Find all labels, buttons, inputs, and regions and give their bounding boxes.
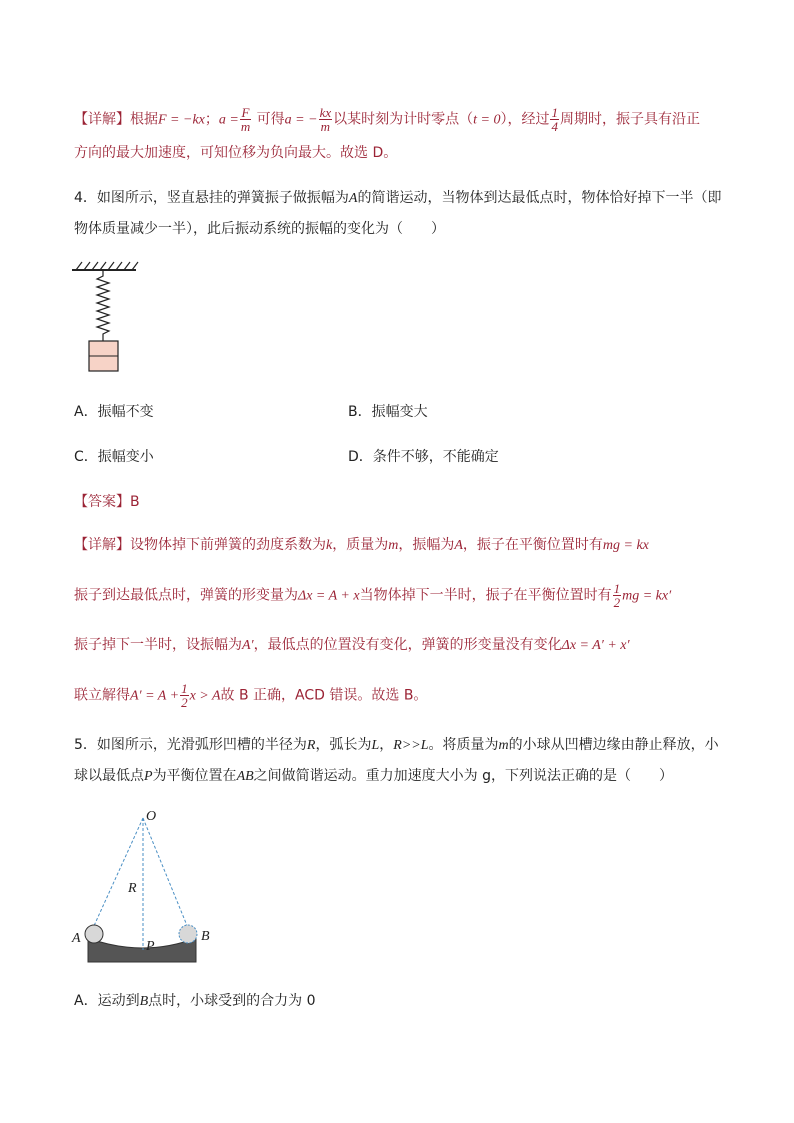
text: 球以最低点	[74, 768, 144, 784]
detail-bracket: 【详解】	[74, 537, 130, 553]
text: 联立解得	[74, 687, 130, 704]
arc-groove-figure	[66, 800, 226, 970]
formula: Δx = A′ + x′	[561, 638, 630, 653]
answer-label: 【答案】	[74, 494, 130, 510]
variable: L	[371, 738, 380, 753]
spring-coil	[97, 270, 109, 341]
q5-option-a[interactable]	[74, 990, 316, 1013]
formula: F = −kx	[158, 112, 205, 128]
variable: R	[306, 738, 316, 753]
q4-option-c[interactable]: C．振幅变小	[74, 449, 154, 465]
ceiling-hatch	[76, 262, 138, 270]
text: 根据	[130, 111, 158, 128]
groove-base	[88, 938, 196, 962]
text: 5．如图所示，光滑弧形凹槽的半径为	[74, 737, 307, 753]
text: ，	[379, 737, 394, 753]
variable: m	[498, 738, 509, 753]
q4-detail-line4	[74, 682, 427, 709]
label-o: O	[146, 809, 157, 824]
denominator: 4	[551, 119, 558, 134]
detail-q3-line2: 方向的最大加速度，可知位移为负向最大。故选 D。	[74, 145, 398, 161]
text: ，振幅为	[398, 537, 455, 553]
numerator: 1	[613, 581, 621, 596]
fraction	[613, 582, 622, 609]
fraction	[319, 106, 333, 133]
text: 振子掉下一半时，设振幅为	[74, 637, 242, 653]
variable: A	[454, 538, 463, 553]
q4-option-d[interactable]: D．条件不够，不能确定	[348, 449, 499, 465]
label-b: B	[201, 929, 210, 944]
variable: AB	[236, 769, 254, 784]
detail-q3-line1	[74, 106, 700, 133]
text: 的简谐运动，当物体到达最低点时，物体恰好掉下一半（即	[357, 190, 722, 206]
text: ，质量为	[332, 537, 389, 553]
text: 当物体掉下一半时，振子在平衡位置时有	[359, 587, 612, 604]
numerator: F	[241, 105, 250, 120]
answer-value: B	[130, 494, 140, 510]
formula: a = −	[284, 112, 318, 128]
denominator: 2	[181, 695, 188, 710]
detail-bracket: 【详解】	[74, 111, 130, 128]
fraction	[240, 106, 251, 133]
q4-answer	[74, 491, 140, 513]
numerator: kx	[319, 105, 332, 120]
text: ；	[204, 111, 219, 128]
formula: t = 0	[473, 112, 501, 128]
variable: A′	[242, 638, 254, 653]
formula: a =	[218, 112, 239, 128]
formula: Δx = A + x	[298, 588, 360, 604]
q4-option-b[interactable]: B．振幅变大	[348, 404, 428, 420]
numerator: 1	[181, 681, 188, 696]
variable: B	[139, 994, 149, 1009]
text: 故 B 正确，ACD 错误。故选 B。	[220, 687, 428, 704]
radius-line-ob	[143, 818, 188, 928]
label-p: P	[146, 939, 155, 954]
variable: m	[388, 538, 399, 553]
numerator: 1	[551, 105, 558, 120]
q4-stem-line2: 物体质量减少一半），此后振动系统的振幅的变化为（ ）	[74, 221, 445, 237]
formula: x > A	[189, 688, 221, 704]
text: ，弧长为	[315, 737, 372, 753]
label-r: R	[128, 881, 137, 896]
ball-at-a	[85, 925, 103, 943]
formula: R>>L	[393, 738, 429, 753]
q4-stem-line1	[74, 187, 721, 210]
text: ），经过	[500, 111, 550, 128]
label-a: A	[72, 931, 81, 946]
text: 可得	[256, 111, 285, 128]
text: 的小球从凹槽边缘由静止释放，小	[508, 737, 719, 753]
text: ，振子在平衡位置时有	[462, 537, 603, 553]
q5-stem-line2	[74, 765, 673, 788]
text: 4．如图所示，竖直悬挂的弹簧振子做振幅为	[74, 190, 349, 206]
formula: mg = kx′	[622, 588, 672, 604]
formula: A′ = A +	[130, 688, 180, 704]
text: 设物体掉下前弹簧的劲度系数为	[130, 537, 326, 553]
q4-option-a[interactable]: A．振幅不变	[74, 404, 154, 420]
formula: mg = kx	[602, 538, 649, 553]
ball-at-b	[179, 925, 197, 943]
variable: A	[348, 191, 358, 206]
q4-detail-line1	[74, 534, 649, 557]
q4-detail-line3	[74, 634, 630, 657]
text: 振子到达最低点时，弹簧的形变量为	[74, 587, 298, 604]
text: 点时，小球受到的合力为 0	[148, 993, 316, 1009]
fraction	[180, 682, 189, 709]
variable: P	[144, 769, 153, 784]
variable: k	[326, 538, 333, 553]
radius-line-oa	[93, 818, 143, 928]
text: 周期时，振子具有沿正	[559, 111, 700, 128]
fraction	[550, 106, 559, 133]
text: 之间做简谐运动。重力加速度大小为 g，下列说法正确的是（ ）	[253, 768, 674, 784]
text: 。将质量为	[428, 737, 499, 753]
text: 以某时刻为计时零点（	[333, 111, 474, 128]
text: A．运动到	[74, 993, 140, 1009]
q4-detail-line2	[74, 582, 671, 609]
text: ，最低点的位置没有变化，弹簧的形变量没有变化	[253, 637, 562, 653]
denominator: m	[320, 119, 331, 134]
denominator: 2	[613, 595, 621, 610]
text: 为平衡位置在	[152, 768, 237, 784]
denominator: m	[240, 119, 251, 134]
q5-stem-line1	[74, 734, 719, 757]
spring-oscillator-figure	[70, 260, 140, 375]
